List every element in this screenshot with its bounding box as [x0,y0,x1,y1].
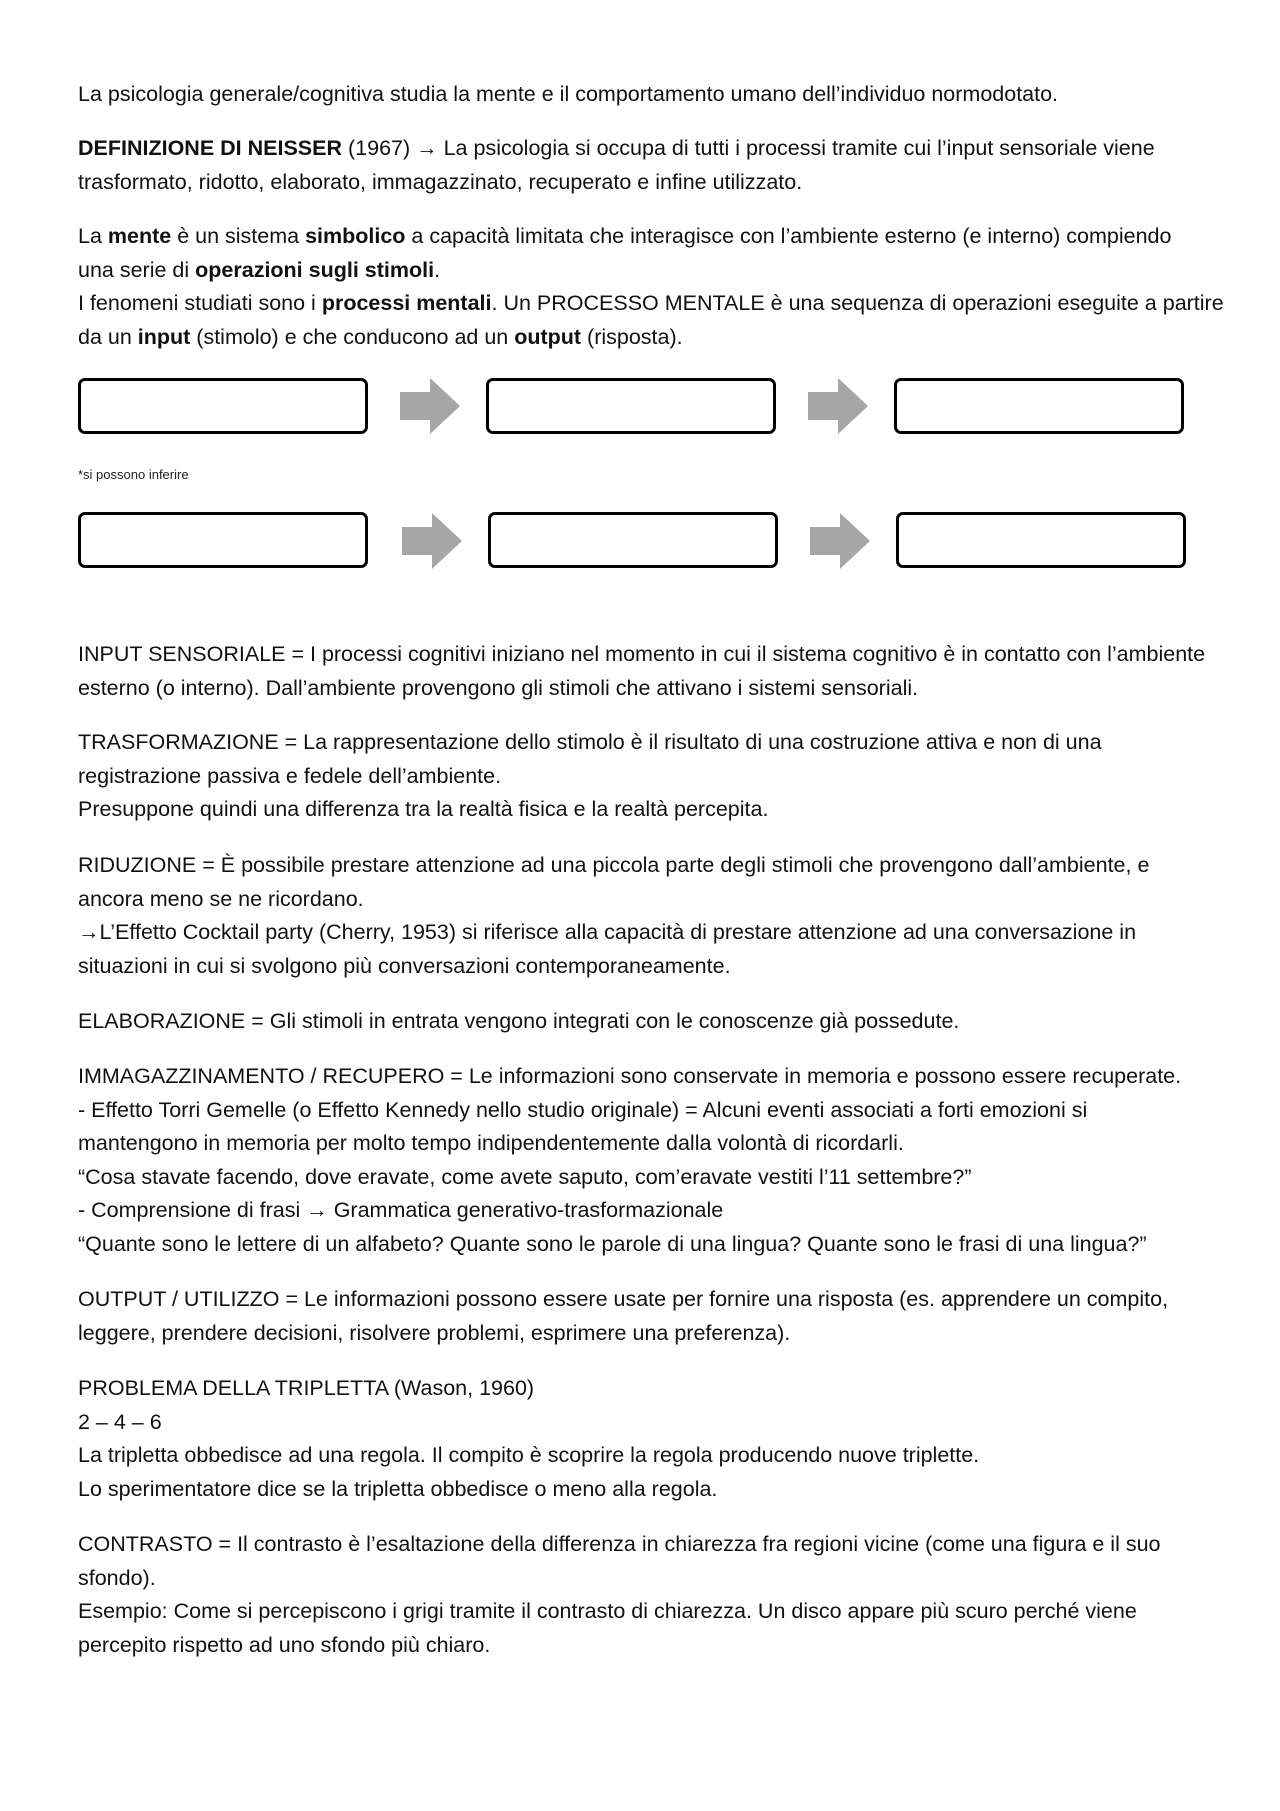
mind-text: . [434,257,441,282]
diagram-box-1 [78,378,368,434]
section-line: CONTRASTO = Il contrasto è l’esaltazione della differenza in chiarezza fra regioni vicine (come una figura e il suo [78,1532,1161,1556]
section-output [78,1283,1208,1350]
diagram-box-2 [486,378,776,434]
intro-text: La psicologia generale/cognitiva studia la mente e il comportamento umano dell’individuo normodotato. [78,82,1059,106]
section-tripletta [78,1372,1208,1506]
section-line: situazioni in cui si svolgono più conversazioni contemporaneamente. [78,953,731,978]
mind-text: . Un PROCESSO MENTALE è una sequenza di operazioni eseguite a partire [491,291,1224,315]
neisser-term: DEFINIZIONE DI NEISSER [78,136,343,160]
neisser-year: (1967) [342,136,417,160]
neisser-definition [78,132,1208,199]
section-line: Presuppone quindi una differenza tra la realtà fisica e la realtà percepita. [78,797,769,821]
process-arrow-icon [398,378,462,434]
mind-paragraph [78,220,1224,354]
section-line: TRASFORMAZIONE = La rappresentazione dello stimolo è il risultato di una costruzione attiva e non di una [78,730,1102,754]
right-arrow-icon: → [416,136,438,160]
section-line: Esempio: Come si percepiscono i grigi tramite il contrasto di chiarezza. Un disco appare più scuro perché viene [78,1599,1137,1623]
intro-paragraph [78,78,1208,112]
section-line: PROBLEMA DELLA TRIPLETTA (Wason, 1960) [78,1376,535,1400]
section-line: RIDUZIONE = È possibile prestare attenzione ad una piccola parte degli stimoli che provengono dall’ambiente, e [78,853,1150,877]
section-line: ELABORAZIONE = Gli stimoli in entrata vengono integrati con le conoscenze già possedute. [78,1009,960,1033]
section-line: - Comprensione di frasi → Grammatica generativo-trasformazionale [78,1198,724,1222]
section-line: sfondo). [78,1565,156,1590]
neisser-text-1: La psicologia si occupa di tutti i processi tramite cui l’input sensoriale viene [437,136,1155,160]
mind-bold-input: input [137,324,191,349]
diagram-box-4 [78,512,368,568]
section-line: registrazione passiva e fedele dell’ambiente. [78,763,502,788]
section-line: percepito rispetto ad uno sfondo più chiaro. [78,1632,491,1657]
diagram-box-5 [488,512,778,568]
section-line: - Effetto Torri Gemelle (o Effetto Kennedy nello studio originale) = Alcuni eventi associati a forti emozioni si [78,1097,1088,1122]
section-line: →L’Effetto Cocktail party (Cherry, 1953) si riferisce alla capacità di prestare attenzione ad una conversazione in [78,920,1137,944]
section-contrasto [78,1528,1208,1662]
section-immagazzinamento [78,1060,1208,1261]
mind-bold-simbolico: simbolico [305,224,406,248]
neisser-line-2: trasformato, ridotto, elaborato, immagazzinato, recuperato e infine utilizzato. [78,169,803,194]
diagram-note: *si possono inferire [78,467,189,482]
diagram-box-6 [896,512,1186,568]
section-trasformazione [78,726,1208,827]
mind-bold-processi: processi mentali [321,291,492,315]
mind-text: a capacità limitata che interagisce con l’ambiente esterno (e interno) compiendo [405,224,1172,248]
mind-bold-mente: mente [107,224,172,248]
mind-text: è un sistema [171,224,306,248]
section-line: “Quante sono le lettere di un alfabeto? Quante sono le parole di una lingua? Quante sono le frasi di una lingua?” [78,1231,1147,1256]
mind-text: (risposta). [581,324,683,349]
mind-bold-operazioni: operazioni sugli stimoli [195,257,435,282]
section-riduzione [78,849,1208,983]
process-arrow-icon [400,513,464,569]
section-input-sensoriale [78,638,1208,705]
mind-line-1 [78,220,1208,254]
neisser-line-1 [78,132,1208,166]
section-line: 2 – 4 – 6 [78,1409,162,1434]
section-line: “Cosa stavate facendo, dove eravate, come avete saputo, com’eravate vestiti l’11 settembre?” [78,1164,972,1189]
section-elaborazione [78,1005,1208,1039]
section-line: IMMAGAZZINAMENTO / RECUPERO = Le informazioni sono conservate in memoria e possono essere recuperate. [78,1064,1182,1088]
section-line: OUTPUT / UTILIZZO = Le informazioni possono essere usate per fornire una risposta (es. apprendere un compito, [78,1287,1169,1311]
section-line: La tripletta obbedisce ad una regola. Il compito è scoprire la regola producendo nuove triplette. [78,1443,980,1467]
section-line: mantengono in memoria per molto tempo indipendentemente dalla volontà di ricordarli. [78,1131,904,1155]
section-line: leggere, prendere decisioni, risolvere problemi, esprimere una preferenza). [78,1320,791,1345]
section-line: esterno (o interno). Dall’ambiente provengono gli stimoli che attivano i sistemi sensoriali. [78,675,919,700]
process-arrow-icon [806,378,870,434]
section-line: Lo sperimentatore dice se la tripletta obbedisce o meno alla regola. [78,1476,718,1501]
section-line: ancora meno se ne ricordano. [78,886,364,911]
section-line: INPUT SENSORIALE = I processi cognitivi iniziano nel momento in cui il sistema cognitivo è in contatto con l’ambiente [78,642,1206,666]
mind-text: I fenomeni studiati sono i [78,291,322,315]
process-arrow-icon [808,513,872,569]
mind-line-2 [78,254,1208,288]
diagram-box-3 [894,378,1184,434]
mind-bold-output: output [514,324,582,349]
mind-text: La [78,224,108,248]
mind-line-3 [78,287,1224,321]
mind-line-4 [78,321,1208,355]
mind-text: da un [78,324,138,349]
mind-text: una serie di [78,257,196,282]
mind-text: (stimolo) e che conducono ad un [190,324,515,349]
